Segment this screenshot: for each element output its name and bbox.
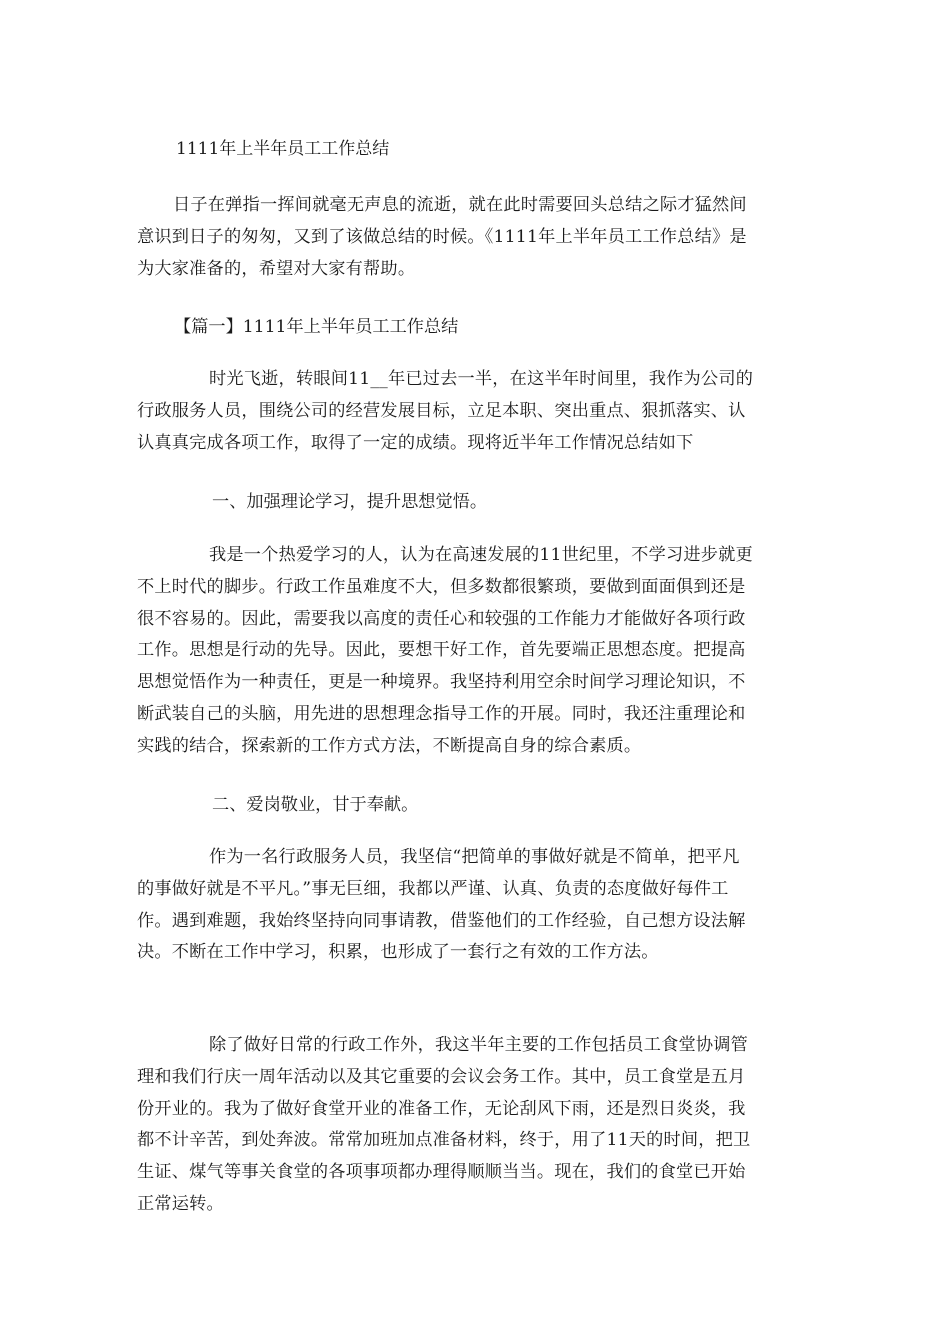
paragraph-line: 实践的结合，探索新的工作方式方法，不断提高自身的综合素质。 xyxy=(137,735,642,756)
paragraph-line: 不上时代的脚步。行政工作虽难度不大，但多数都很繁琐，要做到面面俱到还是 xyxy=(137,576,746,597)
paragraph-line: 生证、煤气等事关食堂的各项事项都办理得顺顺当当。现在，我们的食堂已开始 xyxy=(137,1162,746,1183)
paragraph-line: 认真真完成各项工作，取得了一定的成绩。现将近半年工作情况总结如下 xyxy=(137,432,694,453)
paragraph-line: 作。遇到难题，我始终坚持向同事请教，借鉴他们的工作经验，自己想方设法解 xyxy=(137,910,746,931)
document-title: 1111年上半年员工工作总结 xyxy=(176,139,390,159)
paragraph-line: 理和我们行庆一周年活动以及其它重要的会议会务工作。其中，员工食堂是五月 xyxy=(137,1066,746,1087)
paragraph-2 xyxy=(137,540,809,763)
subheading-1: 一、加强理论学习，提升思想觉悟。 xyxy=(212,492,488,512)
paragraph-line: 决。不断在工作中学习，积累，也形成了一套行之有效的工作方法。 xyxy=(137,942,659,963)
paragraph-line: 的事做好就是不平凡。”事无巨细，我都以严谨、认真、负责的态度做好每件工 xyxy=(137,878,729,899)
paragraph-3 xyxy=(137,842,809,969)
subheading-2: 二、爱岗敬业，甘于奉献。 xyxy=(212,795,419,815)
intro-paragraph xyxy=(137,190,809,285)
paragraph-4 xyxy=(137,1030,809,1221)
paragraph-line: 除了做好日常的行政工作外，我这半年主要的工作包括员工食堂协调管 xyxy=(209,1035,749,1055)
paragraph-line: 工作。思想是行动的先导。因此，要想干好工作，首先要端正思想态度。把提高 xyxy=(137,640,746,661)
intro-line: 意识到日子的匆匆，又到了该做总结的时候。《1111年上半年员工工作总结》是 xyxy=(137,226,747,247)
paragraph-line: 都不计辛苦，到处奔波。常常加班加点准备材料，终于，用了11天的时间，把卫 xyxy=(137,1130,751,1151)
paragraph-line: 很不容易的。因此，需要我以高度的责任心和较强的工作能力才能做好各项行政 xyxy=(137,608,746,629)
paragraph-line: 正常运转。 xyxy=(137,1193,224,1214)
paragraph-line: 时光飞逝，转眼间11__年已过去一半，在这半年时间里，我作为公司的 xyxy=(209,369,754,389)
paragraph-line: 断武装自己的头脑，用先进的思想理念指导工作的开展。同时，我还注重理论和 xyxy=(137,703,746,724)
paragraph-line: 思想觉悟作为一种责任，更是一种境界。我坚持利用空余时间学习理论知识，不 xyxy=(137,672,746,693)
paragraph-line: 行政服务人员，围绕公司的经营发展目标，立足本职、突出重点、狠抓落实、认 xyxy=(137,400,746,421)
intro-line: 日子在弹指一挥间就毫无声息的流逝，就在此时需要回头总结之际才猛然间 xyxy=(173,195,747,215)
paragraph-line: 作为一名行政服务人员，我坚信“把简单的事做好就是不简单，把平凡 xyxy=(209,847,740,867)
section-heading: 【篇一】1111年上半年员工工作总结 xyxy=(174,317,459,337)
paragraph-line: 份开业的。我为了做好食堂开业的准备工作，无论刮风下雨，还是烈日炎炎，我 xyxy=(137,1098,746,1119)
intro-line: 为大家准备的，希望对大家有帮助。 xyxy=(137,258,416,279)
paragraph-line: 我是一个热爱学习的人，认为在高速发展的11世纪里，不学习进步就更 xyxy=(209,545,753,565)
paragraph-1 xyxy=(137,364,809,459)
